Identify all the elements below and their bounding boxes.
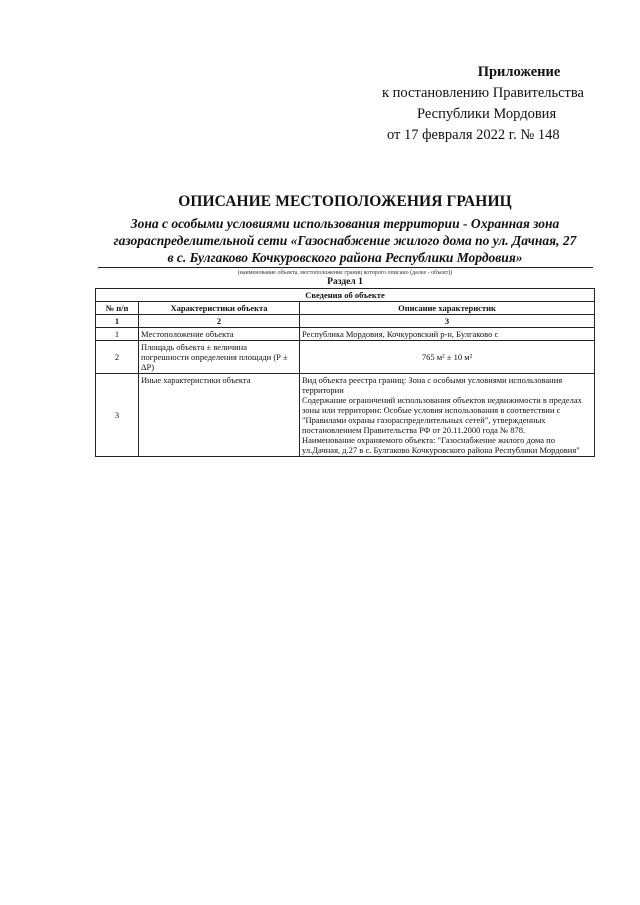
object-info-table bbox=[95, 288, 595, 457]
appendix-line-1: к постановлению Правительства bbox=[382, 85, 584, 101]
row-characteristic: Иные характеристики объекта bbox=[139, 374, 300, 457]
row-description bbox=[300, 341, 595, 374]
header-characteristic: Характеристики объекта bbox=[139, 302, 300, 315]
column-number: 1 bbox=[96, 315, 139, 328]
row-characteristic: Площадь объекта ± величина погрешности определения площади (Р ± ΔР) bbox=[139, 341, 300, 374]
appendix-line-2: Республики Мордовия bbox=[417, 106, 557, 122]
description-text: Вид объекта реестра границ: Зона с особыми условиями использования территории bbox=[302, 375, 563, 395]
section-label: Раздел 1 bbox=[327, 277, 363, 287]
document-subtitle bbox=[95, 215, 595, 266]
header-description: Описание характеристик bbox=[300, 302, 595, 315]
description-text: Содержание ограничений использования объектов недвижимости в пределах зоны или территории: Особые условия использования в соответствии с "Правилами охраны газораспределительных сетей", утвержденных постановлением Правительства РФ от 20.11.2000 года № 878. bbox=[302, 395, 582, 435]
row-description bbox=[300, 328, 595, 341]
column-number: 2 bbox=[139, 315, 300, 328]
column-number-row bbox=[96, 315, 595, 328]
object-caption: (наименование объекта, местоположение границ которого описано (далее - объект)) bbox=[237, 270, 453, 276]
description-text: Республика Мордовия, Кочкуровский р-н, Булгаково с bbox=[302, 329, 499, 339]
table-heading: Сведения об объекте bbox=[96, 289, 595, 302]
subtitle-line-2: газораспределительной сети «Газоснабжение жилого дома по ул. Дачная, 27 bbox=[113, 233, 577, 248]
table-row bbox=[96, 328, 595, 341]
row-number: 1 bbox=[96, 328, 139, 341]
column-number: 3 bbox=[300, 315, 595, 328]
appendix-line-3: от 17 февраля 2022 г. № 148 bbox=[387, 127, 560, 143]
appendix-title: Приложение bbox=[477, 64, 561, 80]
row-number: 3 bbox=[96, 374, 139, 457]
table-row bbox=[96, 374, 595, 457]
row-description bbox=[300, 374, 595, 457]
appendix-block bbox=[360, 62, 610, 146]
row-characteristic: Местоположение объекта bbox=[139, 328, 300, 341]
description-text: Наименование охраняемого объекта: "Газоснабжение жилого дома по ул.Дачная, д.27 в с. Булгаково Кочкуровского района Республики Мордовия" bbox=[302, 435, 580, 455]
subtitle-line-3: в с. Булгаково Кочкуровского района Республики Мордовия» bbox=[167, 250, 523, 265]
table-row bbox=[96, 341, 595, 374]
table-heading-row bbox=[96, 289, 595, 302]
header-number: № п/п bbox=[96, 302, 139, 315]
title-underline bbox=[98, 267, 593, 268]
subtitle-line-1: Зона с особыми условиями использования территории - Охранная зона bbox=[130, 216, 560, 231]
table-header-row bbox=[96, 302, 595, 315]
description-text: 765 м² ± 10 м² bbox=[421, 352, 473, 362]
row-number: 2 bbox=[96, 341, 139, 374]
title-block bbox=[95, 193, 595, 277]
document-title: ОПИСАНИЕ МЕСТОПОЛОЖЕНИЯ ГРАНИЦ bbox=[178, 193, 512, 210]
